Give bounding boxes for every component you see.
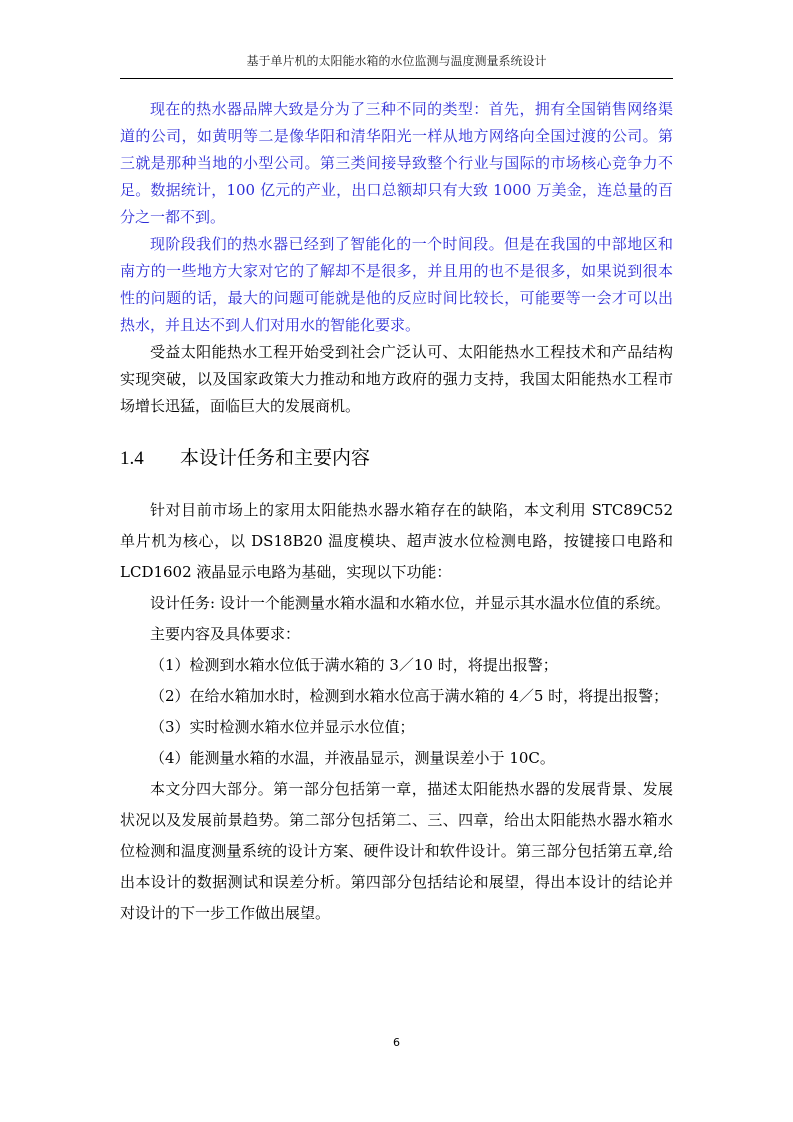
paragraph-structure: 本文分四大部分。第一部分包括第一章，描述太阳能热水器的发展背景、发展状况以及发展前景趋势。第二部分包括第二、三、四章，给出太阳能热水器水箱水位检测和温度测量系统的设计方案、硬件设计和软件设计。第三部分包括第五章,给出本设计的数据测试和误差分析。第四部分包括结论和展望，得出本设计的结论并对设计的下一步工作做出展望。 [120, 780, 673, 922]
page-number: 6 [393, 1036, 400, 1049]
section-number: 1.4 [120, 448, 144, 469]
header-rule [120, 78, 673, 79]
requirement-item: （2）在给水箱加水时，检测到水箱水位高于满水箱的 4／5 时，将提出报警； [150, 687, 669, 705]
paragraph-market-types: 现在的热水器品牌大致是分为了三种不同的类型：首先，拥有全国销售网络渠道的公司，如黄明等二是像华阳和清华阳光一样从地方网络向全国过渡的公司。第三就是那种当地的小型公司。第三类间接导致整个行业与国际的市场核心竞争力不足。数据统计，100 亿元的产业，出口总额却只有大致 1000 万美金，连总量的百分之一都不到。 [120, 100, 673, 226]
running-header: 基于单片机的太阳能水箱的水位监测与温度测量系统设计 [246, 54, 547, 68]
section-title: 本设计任务和主要内容 [180, 447, 371, 469]
paragraph-design-task: 设计任务: 设计一个能测量水箱水温和水箱水位，并显示其水温水位值的系统。 [150, 594, 670, 612]
requirement-item: （1）检测到水箱水位低于满水箱的 3／10 时，将提出报警； [150, 656, 558, 674]
requirement-item: （3）实时检测水箱水位并显示水位值； [150, 718, 415, 736]
section-heading [120, 444, 673, 473]
document-body [120, 96, 673, 929]
paragraph-design-basis: 针对目前市场上的家用太阳能热水器水箱存在的缺陷，本文利用 STC89C52 单片机为核心，以 DS18B20 温度模块、超声波水位检测电路，按键接口电路和 LCD1602 液晶显示电路为基础，实现以下功能： [120, 501, 673, 581]
paragraph-solar-market: 受益太阳能热水工程开始受到社会广泛认可、太阳能热水工程技术和产品结构实现突破，以及国家政策大力推动和地方政府的强力支持，我国太阳能热水工程市场增长迅猛，面临巨大的发展商机。 [120, 343, 673, 415]
requirement-item: （4）能测量水箱的水温，并液晶显示，测量误差小于 10C。 [150, 749, 555, 767]
paragraph-intelligent-stage: 现阶段我们的热水器已经到了智能化的一个时间段。但是在我国的中部地区和南方的一些地方大家对它的了解却不是很多，并且用的也不是很多，如果说到很本性的问题的话，最大的问题可能就是他的反应时间比较长，可能要等一会才可以出热水，并且达不到人们对用水的智能化要求。 [120, 235, 673, 334]
paragraph-requirements-intro: 主要内容及具体要求： [150, 625, 301, 643]
